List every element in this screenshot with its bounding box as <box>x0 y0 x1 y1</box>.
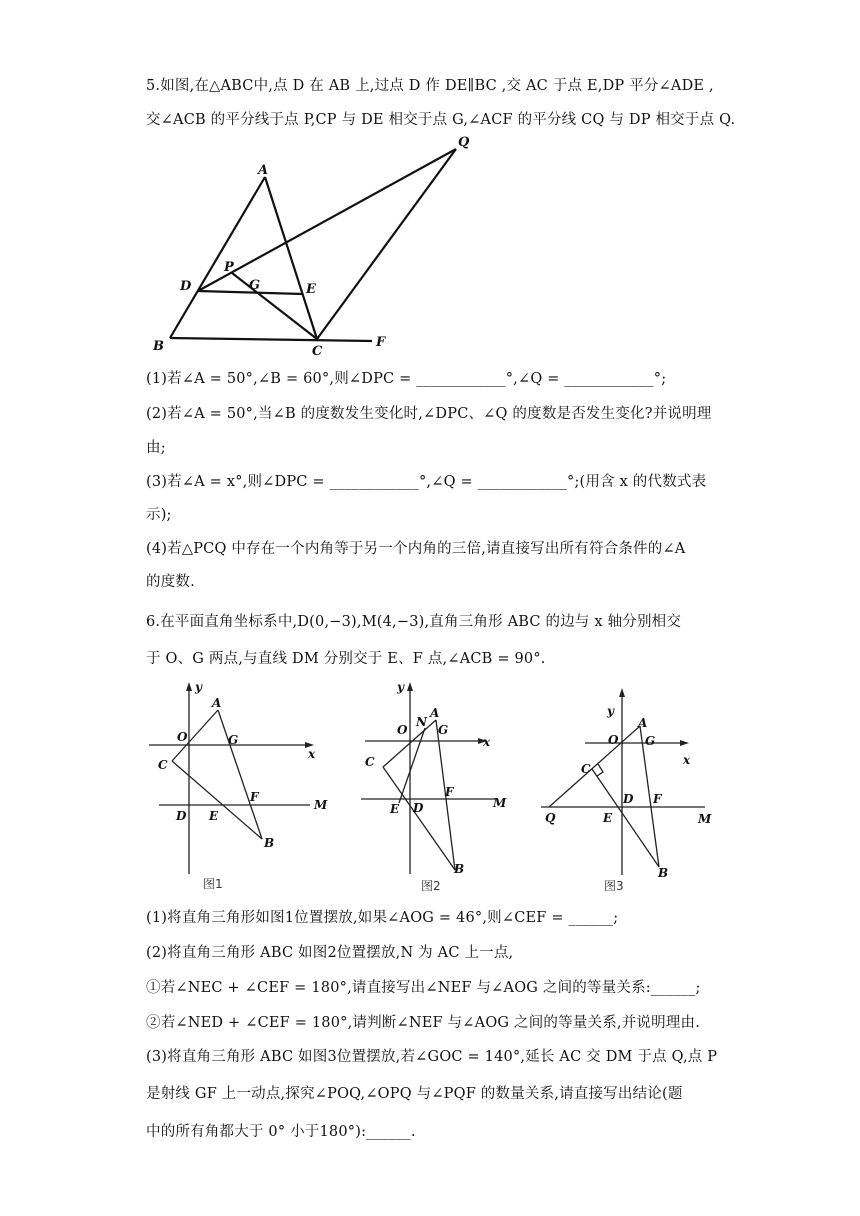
label-c: C <box>312 344 323 358</box>
label-x: x <box>683 753 691 767</box>
segment-pc <box>232 273 317 339</box>
y-axis-arrow <box>407 682 413 691</box>
label-y: y <box>195 680 202 694</box>
label-d: D <box>180 279 192 294</box>
q5-part4b: 的度数. <box>146 574 195 590</box>
caption-fig1: 图1 <box>203 877 223 891</box>
label-e: E <box>390 802 400 816</box>
label-d: D <box>176 809 187 823</box>
label-n: N <box>416 715 427 729</box>
q5-part1: (1)若∠A = 50°,∠B = 60°,则∠DPC = ____________°,∠Q = ____________°; <box>146 371 667 387</box>
label-e: E <box>603 811 613 825</box>
label-o: O <box>397 723 408 737</box>
side-ab <box>170 177 265 338</box>
caption-fig3: 图3 <box>604 879 624 893</box>
label-q: Q <box>458 135 470 150</box>
side-ac <box>265 177 317 339</box>
label-c: C <box>581 762 591 776</box>
q6-figure-1 <box>145 676 345 896</box>
label-y: y <box>397 680 404 694</box>
label-f: F <box>376 335 386 350</box>
label-b: B <box>658 866 669 880</box>
label-m: M <box>698 812 712 826</box>
label-m: M <box>314 798 328 812</box>
line-dq <box>198 149 456 291</box>
label-g: G <box>249 278 261 293</box>
label-a: A <box>212 696 222 710</box>
q5-part3b: 示); <box>146 507 172 523</box>
q6-part2-2: ②若∠NED + ∠CEF = 180°,请判断∠NEF 与∠AOG 之间的等量关系,并说明理由. <box>146 1015 701 1031</box>
label-a: A <box>638 716 648 730</box>
label-d: D <box>623 792 634 806</box>
label-b: B <box>454 862 465 876</box>
q5-part4a: (4)若△PCQ 中存在一个内角等于另一个内角的三倍,请直接写出所有符合条件的∠A <box>146 541 686 557</box>
label-b: B <box>153 339 164 354</box>
label-f: F <box>445 785 454 799</box>
y-axis-arrow <box>186 682 192 691</box>
label-x: x <box>308 747 316 761</box>
q6-figure-3 <box>535 680 725 895</box>
label-f: F <box>653 792 662 806</box>
q5-figure <box>140 128 500 358</box>
q6-part1: (1)将直角三角形如图1位置摆放,如果∠AOG = 46°,则∠CEF = ______; <box>146 910 619 926</box>
q6-part3a: (3)将直角三角形 ABC 如图3位置摆放,若∠GOC = 140°,延长 AC 交 DM 于点 Q,点 P <box>146 1049 718 1065</box>
label-q: Q <box>545 811 556 825</box>
label-g: G <box>228 733 239 747</box>
label-o: O <box>177 730 188 744</box>
caption-fig2: 图2 <box>421 879 441 893</box>
q6-part2-1: ①若∠NEC + ∠CEF = 180°,请直接写出∠NEF 与∠AOG 之间的等量关系:______; <box>146 980 701 996</box>
label-p: P <box>224 260 234 275</box>
q6-line1: 6.在平面直角坐标系中,D(0,−3),M(4,−3),直角三角形 ABC 的边与 x 轴分别相交 <box>146 614 682 630</box>
label-m: M <box>493 796 507 810</box>
q5-line2: 交∠ACB 的平分线于点 P,CP 与 DE 相交于点 G,∠ACF 的平分线 CQ 与 DP 相交于点 Q. <box>146 112 736 128</box>
q6-part3c: 中的所有角都大于 0° 小于180°):______. <box>146 1124 416 1140</box>
y-axis-arrow <box>619 688 625 697</box>
x-axis-arrow <box>680 740 689 746</box>
label-y: y <box>607 704 614 718</box>
label-d: D <box>413 801 424 815</box>
q6-line2: 于 O、G 两点,与直线 DM 分别交于 E、F 点,∠ACB = 90°. <box>146 651 546 667</box>
label-c: C <box>365 755 375 769</box>
label-a: A <box>258 163 269 178</box>
label-a: A <box>430 706 440 720</box>
q6-part3b: 是射线 GF 上一动点,探究∠POQ,∠OPQ 与∠PQF 的数量关系,请直接写出结论(题 <box>146 1086 683 1102</box>
segment-ne <box>399 728 425 803</box>
q5-part2b: 由; <box>146 440 166 456</box>
q6-figure-2 <box>355 676 530 896</box>
q6-part2: (2)将直角三角形 ABC 如图2位置摆放,N 为 AC 上一点, <box>146 945 514 961</box>
side-bc-f <box>170 338 372 341</box>
q5-part2a: (2)若∠A = 50°,当∠B 的度数发生变化时,∠DPC、∠Q 的度数是否发生变化?并说明理 <box>146 406 712 422</box>
label-b: B <box>264 836 275 850</box>
q5-line1: 5.如图,在△ABC中,点 D 在 AB 上,过点 D 作 DE∥BC ,交 AC 于点 E,DP 平分∠ADE , <box>146 78 714 94</box>
label-x: x <box>483 735 491 749</box>
label-e: E <box>209 809 219 823</box>
line-cq <box>317 149 456 339</box>
q5-part3a: (3)若∠A = x°,则∠DPC = ____________°,∠Q = ____________°;(用含 x 的代数式表 <box>146 474 707 490</box>
label-e: E <box>306 282 316 297</box>
label-o: O <box>608 733 619 747</box>
label-f: F <box>250 790 259 804</box>
label-g: G <box>645 734 656 748</box>
right-angle-mark <box>597 764 603 776</box>
label-c: C <box>158 758 168 772</box>
label-g: G <box>438 723 449 737</box>
